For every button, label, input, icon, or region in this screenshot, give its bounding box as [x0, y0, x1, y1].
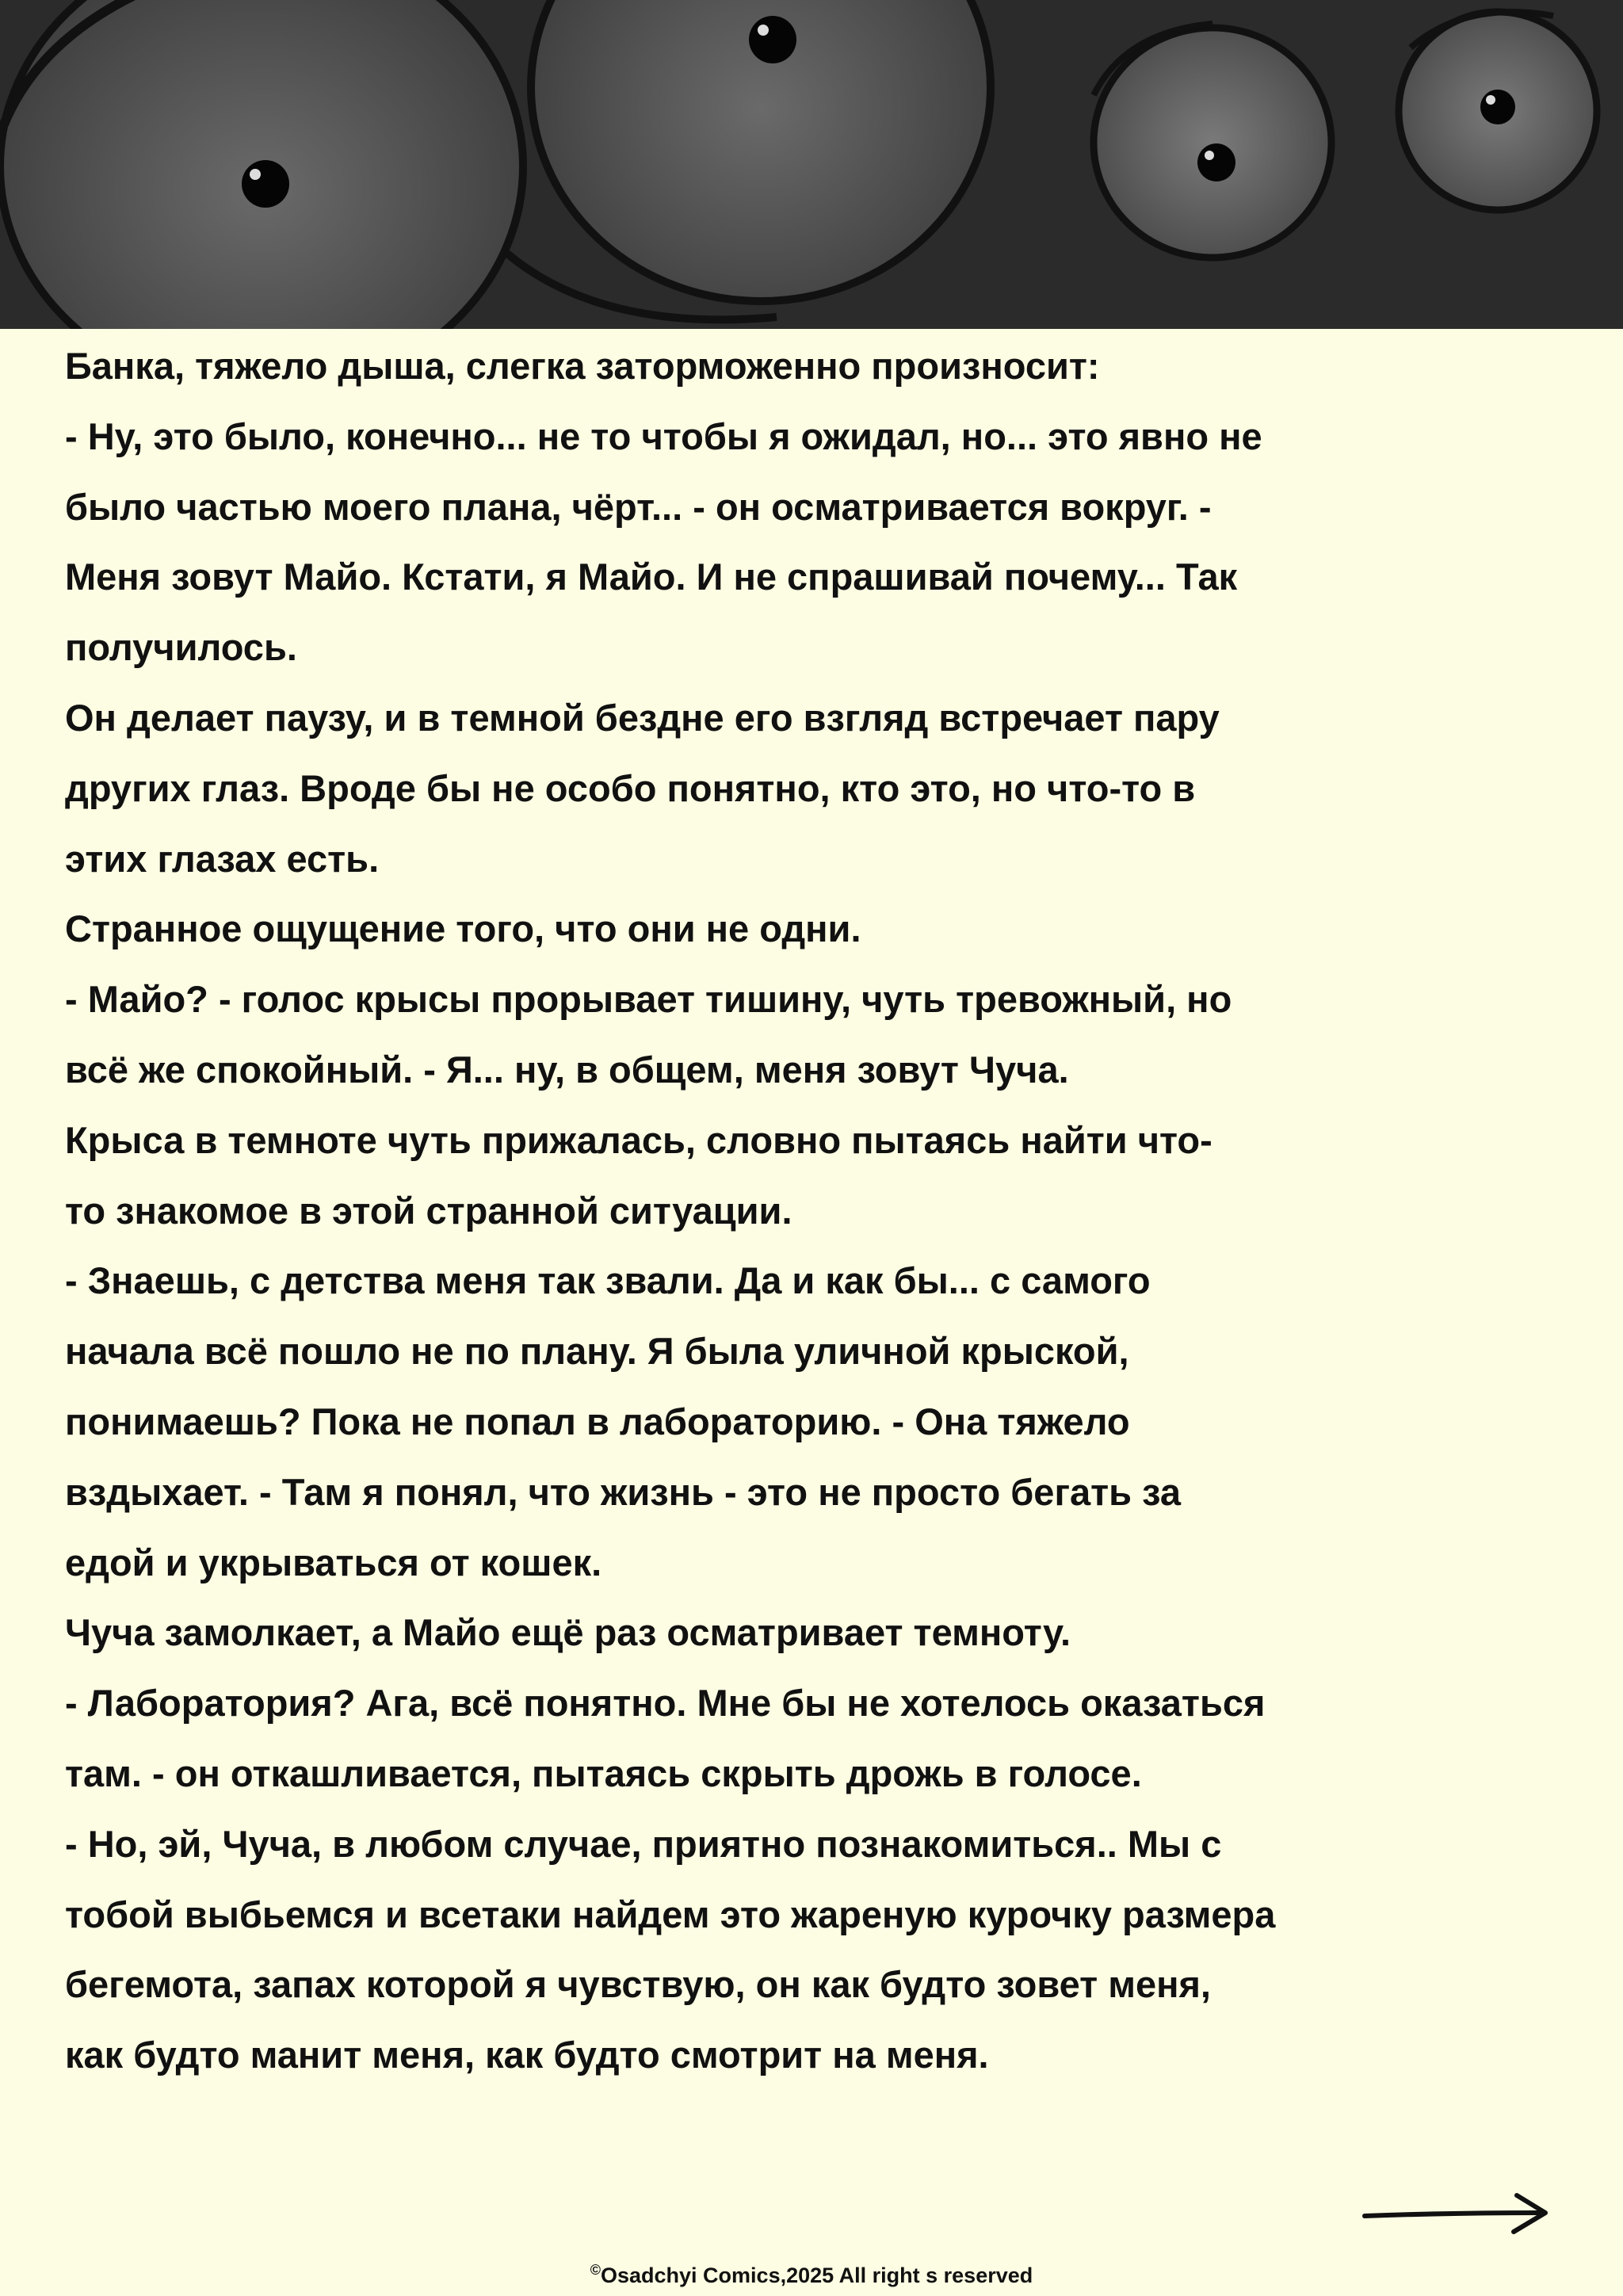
story-line: понимаешь? Пока не попал в лабораторию. - Она тяжело [65, 1400, 1130, 1442]
story-line: Странное ощущение того, что они не одни. [65, 907, 861, 950]
story-line: - Но, эй, Чуча, в любом случае, приятно познакомиться.. Мы с [65, 1822, 1222, 1865]
story-line: - Ну, это было, конечно... не то чтобы я ожидал, но... это явно не [65, 415, 1262, 457]
comic-panel-eyes [0, 0, 1623, 329]
story-line: то знакомое в этой странной ситуации. [65, 1189, 792, 1232]
story-line: вздыхает. - Там я понял, что жизнь - это не просто бегать за [65, 1470, 1182, 1513]
story-line: Банка, тяжело дыша, слегка заторможенно произносит: [65, 345, 1100, 387]
copyright-text: Osadchyi Comics,2025 All right s reserved [601, 2264, 1033, 2287]
story-line: начала всё пошло не по плану. Я была уличной крыской, [65, 1330, 1129, 1373]
story-line: - Лаборатория? Ага, всё понятно. Мне бы не хотелось оказаться [65, 1682, 1266, 1725]
story-line: - Майо? - голос крысы прорывает тишину, чуть тревожный, но [65, 978, 1232, 1021]
story-line: бегемота, запах которой я чувствую, он как будто зовет меня, [65, 1963, 1211, 2006]
story-line: Крыса в темноте чуть прижалась, словно пытаясь найти что- [65, 1118, 1212, 1161]
story-text [65, 331, 1571, 2091]
story-line: как будто манит меня, как будто смотрит на меня. [65, 2034, 989, 2076]
story-line: Чуча замолкает, а Майо ещё раз осматривает темноту. [65, 1611, 1071, 1654]
story-line: - Знаешь, с детства меня так звали. Да и как бы... с самого [65, 1259, 1151, 1302]
story-line: Он делает паузу, и в темной бездне его взгляд встречает пару [65, 696, 1220, 739]
story-line: было частью моего плана, чёрт... - он осматривается вокруг. - [65, 485, 1212, 528]
story-line: Меня зовут Майо. Кстати, я Майо. И не спрашивай почему... Так [65, 556, 1238, 598]
copyright-footer [0, 2262, 1623, 2290]
left-large-eye [0, 0, 523, 329]
copyright-symbol: © [590, 2262, 601, 2278]
story-line: всё же спокойный. - Я... ну, в общем, меня зовут Чуча. [65, 1048, 1069, 1091]
right-small-eye [1094, 24, 1331, 258]
far-right-small-eye [1399, 12, 1597, 210]
story-line: получилось. [65, 626, 297, 669]
story-line: других глаз. Вроде бы не особо понятно, кто это, но что-то в [65, 766, 1196, 809]
story-line: тобой выбьемся и всетаки найдем это жареную курочку размера [65, 1893, 1276, 1935]
story-line: там. - он откашливается, пытаясь скрыть дрожь в голосе. [65, 1752, 1142, 1794]
next-page-arrow-icon[interactable] [1361, 2189, 1552, 2237]
story-line: этих глазах есть. [65, 837, 380, 880]
staring-eyes-illustration [0, 0, 1623, 329]
story-line: едой и укрываться от кошек. [65, 1541, 602, 1584]
